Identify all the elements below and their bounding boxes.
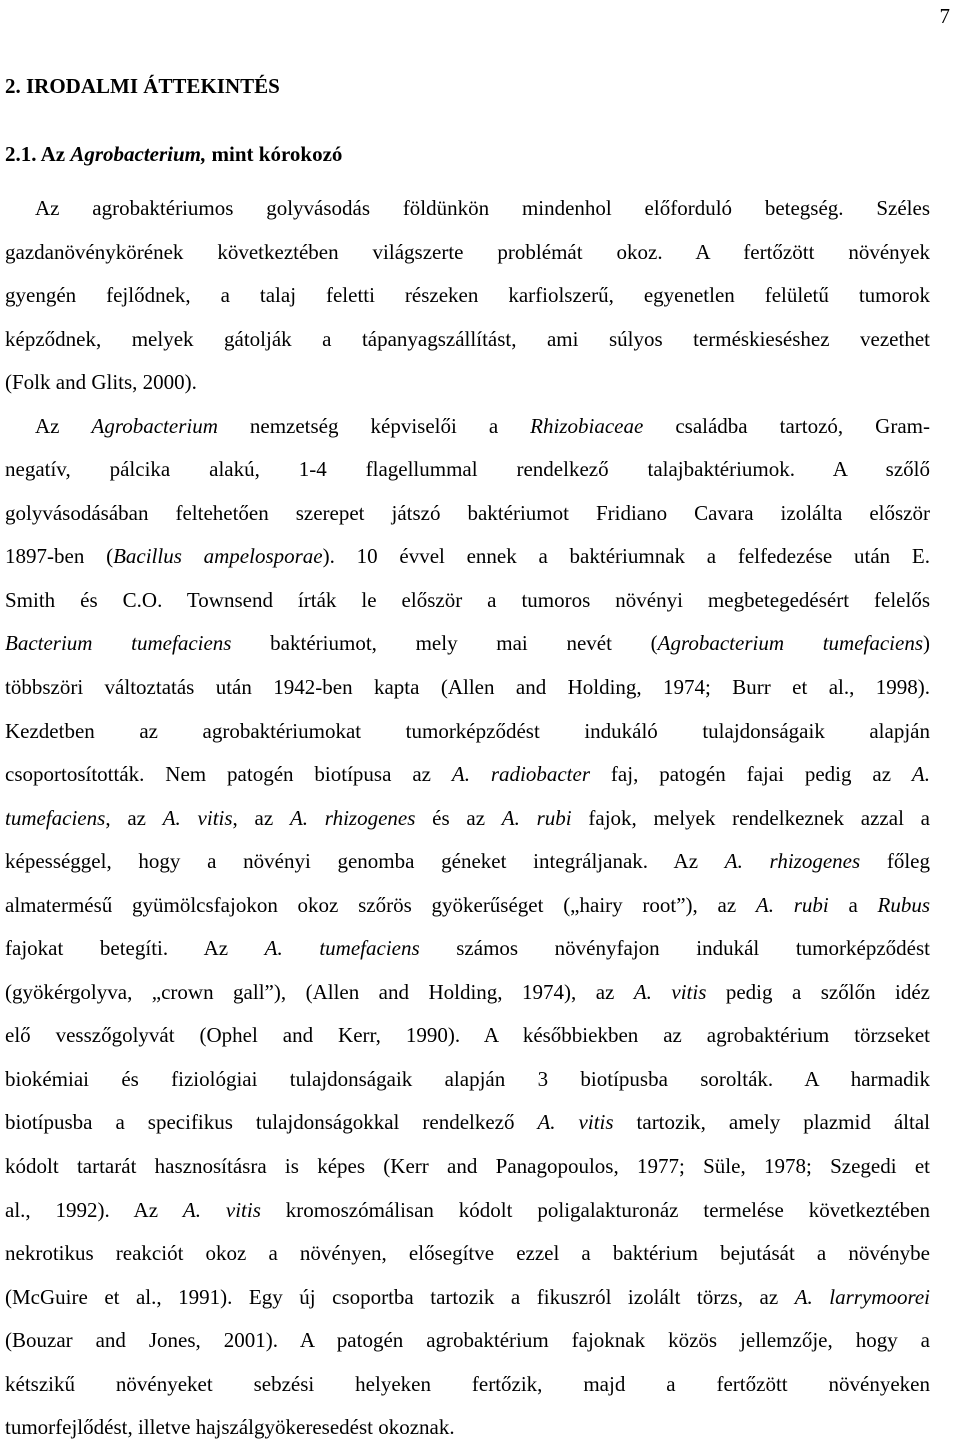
section-heading [5, 142, 342, 166]
section-heading-number: 2.1. Az [5, 142, 66, 166]
italic-term: A. vitis [182, 1197, 261, 1222]
text-line [5, 448, 930, 492]
italic-term: Rubus [877, 892, 930, 917]
italic-term: A. vitis [537, 1110, 614, 1135]
page-number: 7 [939, 4, 950, 28]
text-run: (gyökérgolyva, „crown gall”), (Allen and Holding, 1974), az [5, 979, 634, 1004]
text-run: 1897-ben ( [5, 544, 114, 569]
text-line [5, 1189, 930, 1233]
text-run: kódolt tartarát hasznosításra is képes (Kerr and Panagopoulos, 1977; Süle, 1978; Szegedi et [5, 1154, 930, 1179]
text-run: gazdanövénykörének következtében világszerte problémát okoz. A fertőzött növények [5, 239, 930, 264]
italic-term: A. tumefaciens [264, 936, 420, 961]
italic-term: A. rubi [501, 805, 572, 830]
text-run: ). 10 évvel ennek a baktériumnak a felfedezése után E. [322, 544, 930, 569]
text-run: és az [415, 805, 502, 830]
italic-term: Agrobacterium [91, 413, 218, 438]
text-run: többszöri változtatás után 1942-ben kapta (Allen and Holding, 1974; Burr et al., 1998). [5, 675, 930, 700]
text-line [5, 579, 930, 623]
text-run: baktériumot, mely mai nevét ( [231, 631, 658, 656]
text-run: , az [105, 805, 163, 830]
text-run: számos növényfajon indukál tumorképződést [419, 936, 930, 961]
italic-term: A. larrymoorei [794, 1284, 930, 1309]
italic-term: A. [911, 762, 930, 787]
text-line [5, 318, 930, 362]
text-run: Smith és C.O. Townsend írták le először a tumoros növényi megbetegedésért felelős [5, 587, 930, 612]
text-line [5, 274, 930, 318]
text-line [5, 1058, 930, 1102]
text-run: (Folk and Glits, 2000). [5, 370, 197, 395]
text-line [5, 971, 930, 1015]
text-line [5, 840, 930, 884]
text-line [5, 1319, 930, 1363]
text-run: tartozik, amely plazmid által [613, 1110, 930, 1135]
text-line [5, 753, 930, 797]
text-run: kétszikű növényeket sebzési helyeken fertőzik, majd a fertőzött növényeken [5, 1371, 930, 1396]
italic-term: A. rhizogenes [289, 805, 416, 830]
text-line [5, 1276, 930, 1320]
section-heading-genus: Agrobacterium, [70, 142, 207, 166]
text-line [5, 710, 930, 754]
text-run: képességgel, hogy a növényi genomba géneket integráljanak. Az [5, 849, 725, 874]
italic-term: A. vitis [162, 805, 233, 830]
text-line [5, 1101, 930, 1145]
text-line [5, 1363, 930, 1407]
text-run: tumorfejlődést, illetve hajszálgyökeresedést okoznak. [5, 1415, 455, 1440]
text-run: (Bouzar and Jones, 2001). A patogén agrobaktérium fajoknak közös jellemzője, hogy a [5, 1328, 930, 1353]
text-run: elő vesszőgolyvát (Ophel and Kerr, 1990). A későbbiekben az agrobaktérium törzseket [5, 1023, 930, 1048]
italic-term: Bacterium tumefaciens [5, 631, 232, 656]
italic-term: A. radiobacter [451, 762, 591, 787]
text-run: fajokat betegíti. Az [5, 936, 265, 961]
text-run: pedig a szőlőn idéz [706, 979, 931, 1004]
italic-term: A. vitis [633, 979, 707, 1004]
text-run: a [828, 892, 878, 917]
text-run: , az [232, 805, 290, 830]
text-run: nekrotikus reakciót okoz a növényen, elősegítve ezzel a baktérium bejutását a növénybe [5, 1241, 930, 1266]
text-run: nemzetség képviselői a [217, 413, 531, 438]
text-line [5, 187, 930, 231]
text-run: gyengén fejlődnek, a talaj feletti részeken karfiolszerű, egyenetlen felületű tumorok [5, 283, 930, 308]
text-run: almatermésű gyümölcsfajokon okoz szőrös gyökerűséget („hairy root”), az [5, 892, 756, 917]
text-run: biotípusba a specifikus tulajdonságokkal rendelkező [5, 1110, 538, 1135]
section-heading-rest: mint kórokozó [211, 142, 343, 166]
text-line [5, 535, 930, 579]
italic-term: tumefaciens [5, 805, 106, 830]
text-run: biokémiai és fiziológiai tulajdonságaik alapján 3 biotípusba sorolták. A harmadik [5, 1066, 930, 1091]
italic-term: Rhizobiaceae [530, 413, 644, 438]
text-line [5, 622, 930, 666]
text-run: (McGuire et al., 1991). Egy új csoportba tartozik a fikuszról izolált törzs, az [5, 1284, 795, 1309]
text-run: Kezdetben az agrobaktériumokat tumorképződést indukáló tulajdonságaik alapján [5, 718, 930, 743]
text-line [5, 231, 930, 275]
text-line [5, 1145, 930, 1189]
text-run: ) [923, 631, 931, 656]
text-run: kromoszómálisan kódolt poligalakturonáz termelése következtében [260, 1197, 930, 1222]
text-run: Az agrobaktériumos golyvásodás földünkön mindenhol előforduló betegség. Széles [35, 196, 930, 220]
text-line [5, 492, 930, 536]
italic-term: Bacillus ampelosporae [113, 544, 323, 569]
text-line [5, 405, 930, 449]
text-run: Az [35, 413, 92, 438]
text-line [5, 884, 930, 928]
text-line [5, 361, 930, 405]
text-run: családba tartozó, Gram- [643, 413, 930, 438]
text-run: faj, patogén fajai pedig az [590, 762, 912, 787]
text-line [5, 1014, 930, 1058]
text-line [5, 1232, 930, 1276]
italic-term: Agrobacterium tumefaciens [657, 631, 924, 656]
text-line [5, 797, 930, 841]
chapter-heading: 2. IRODALMI ÁTTEKINTÉS [5, 74, 280, 98]
text-run: képződnek, melyek gátolják a tápanyagszállítást, ami súlyos terméskieséshez vezethet [5, 326, 930, 351]
text-line [5, 1406, 930, 1450]
italic-term: A. rhizogenes [724, 849, 861, 874]
italic-term: A. rubi [755, 892, 829, 917]
text-run: golyvásodásában feltehetően szerepet játszó baktériumot Fridiano Cavara izolálta először [5, 500, 930, 525]
text-run: főleg [860, 849, 930, 874]
text-run: fajok, melyek rendelkeznek azzal a [571, 805, 930, 830]
body-text [5, 187, 930, 1450]
text-run: negatív, pálcika alakú, 1-4 flagellummal rendelkező talajbaktériumok. A szőlő [5, 457, 930, 482]
text-line [5, 666, 930, 710]
text-run: csoportosították. Nem patogén biotípusa az [5, 762, 452, 787]
text-line [5, 927, 930, 971]
text-run: al., 1992). Az [5, 1197, 183, 1222]
